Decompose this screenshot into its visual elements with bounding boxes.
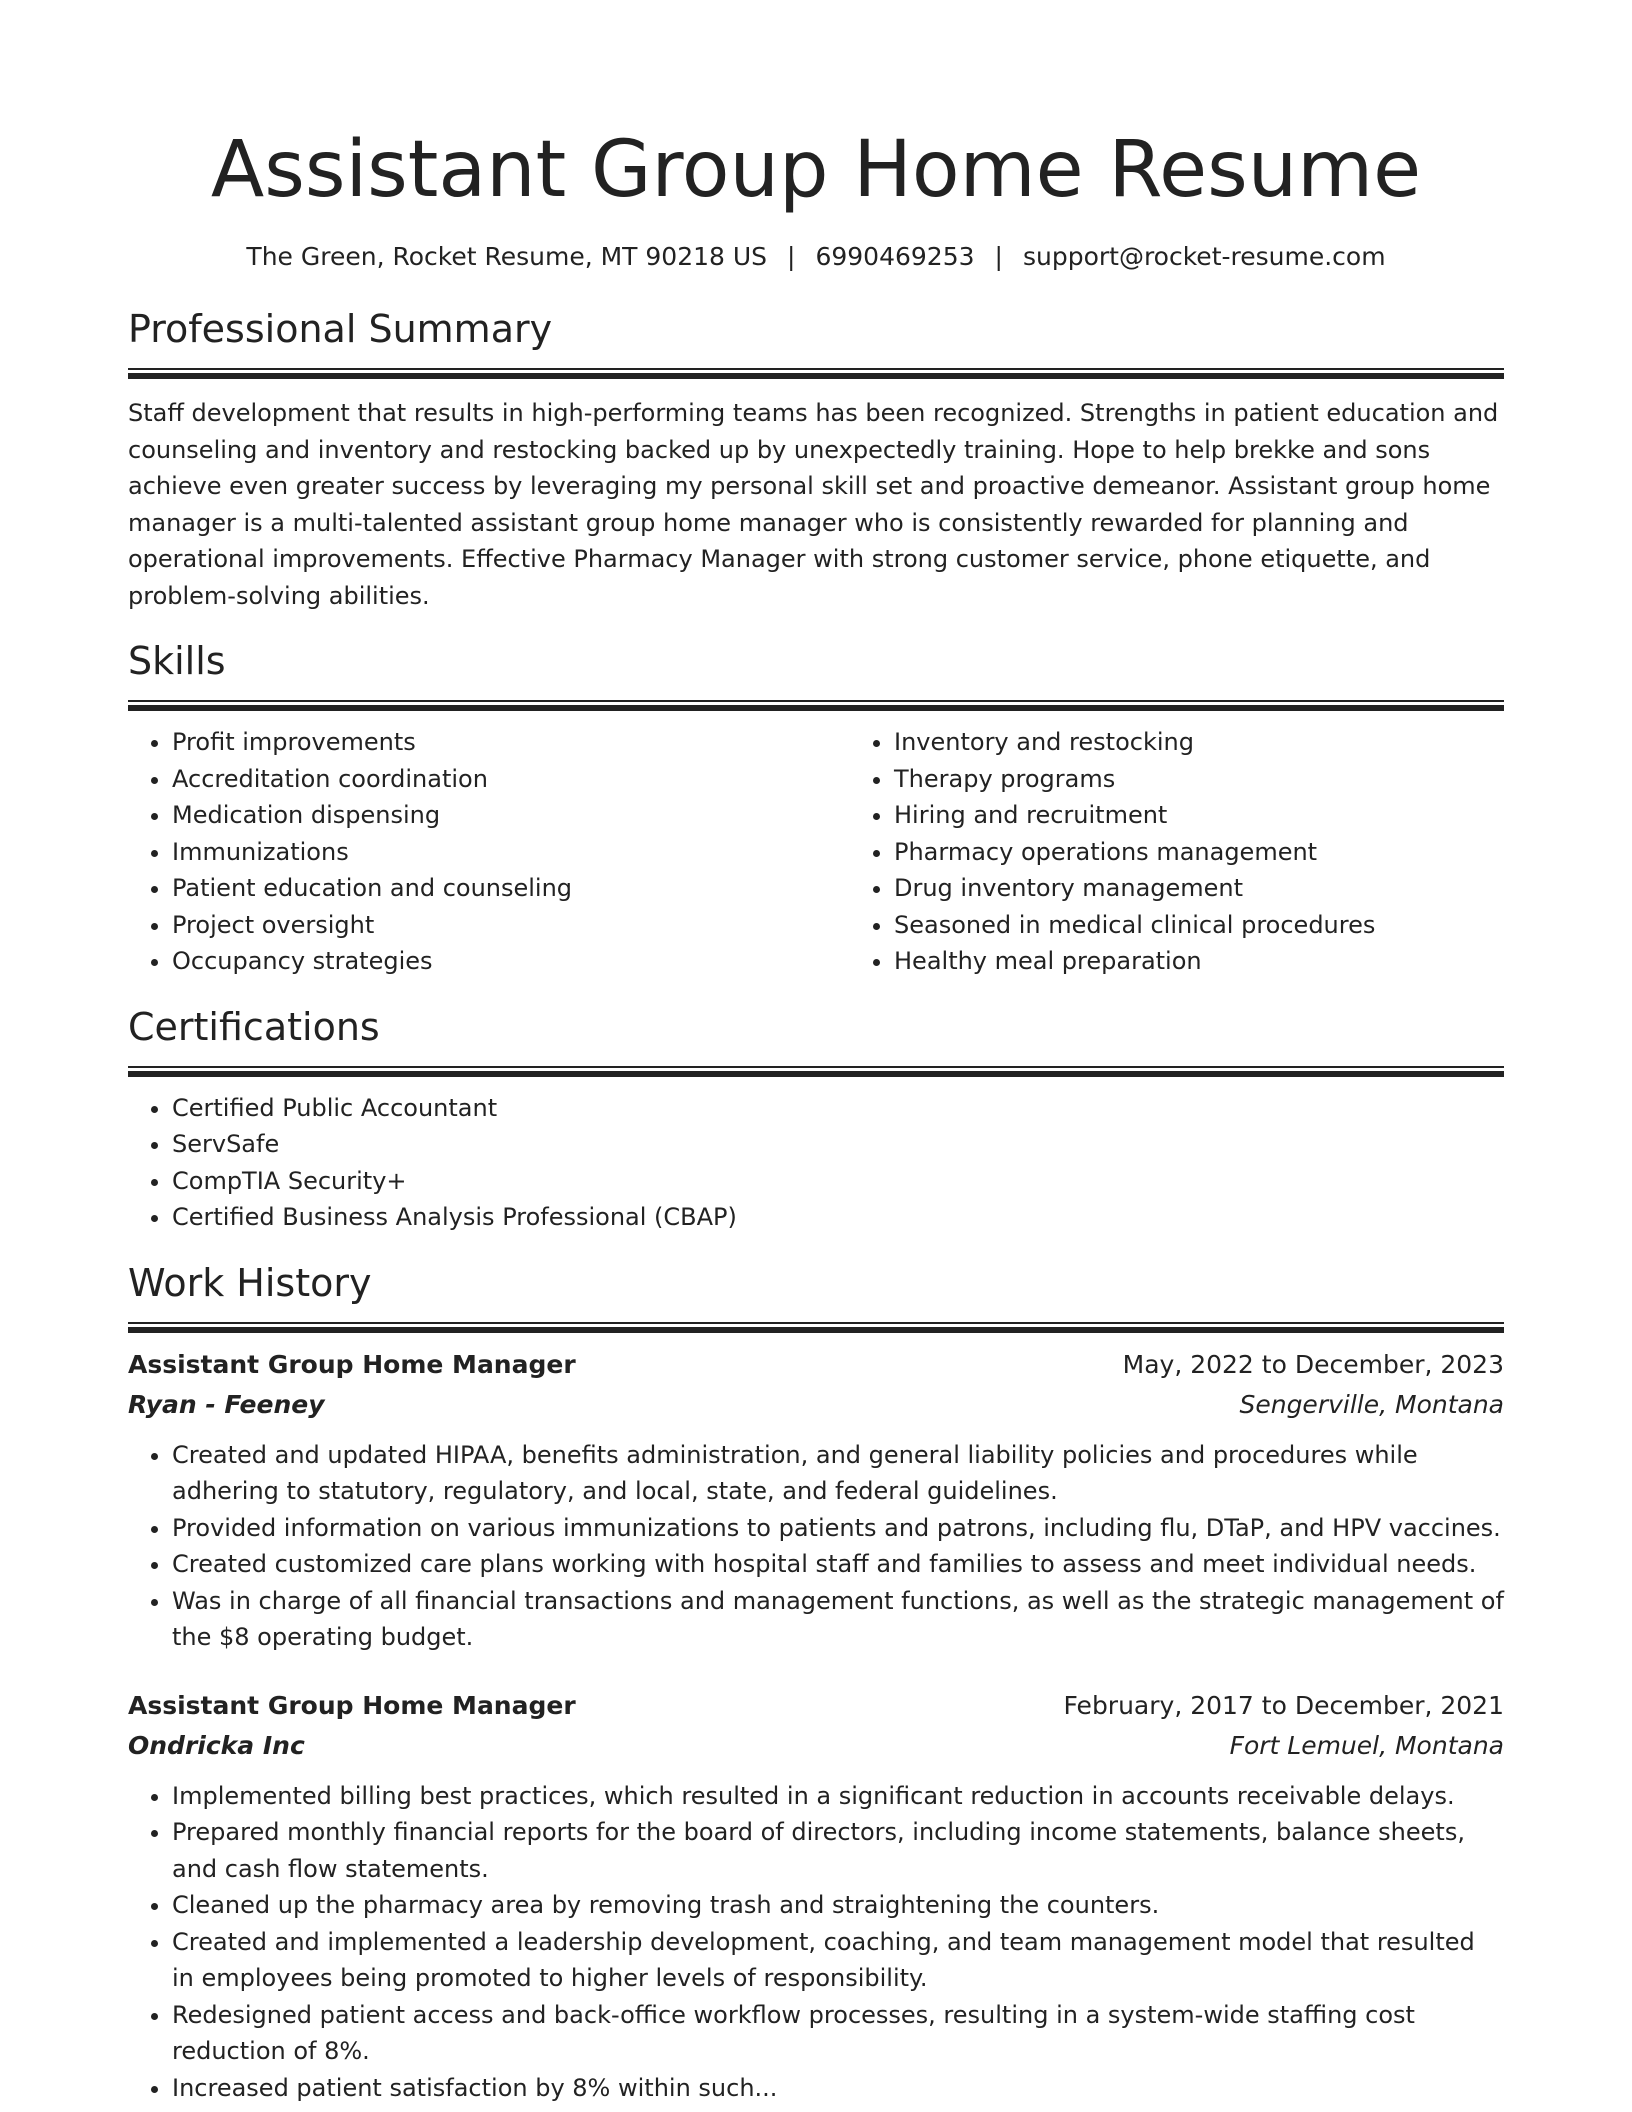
section-heading-summary: Professional Summary (128, 307, 553, 351)
list-item: • Implemented billing best practices, which resulted in a significant reduction in accounts receivable delays. (172, 1778, 1504, 1815)
job-company: Ryan - Feeney (128, 1389, 325, 1419)
section-heading-certifications: Certifications (128, 1004, 380, 1049)
contact-separator: | (787, 242, 796, 271)
list-item: • Was in charge of all financial transactions and management functions, as well as the strategic management of the $8 operating budget. (172, 1583, 1504, 1656)
list-item: • Patient education and counseling (172, 870, 850, 907)
list-item: • Redesigned patient access and back-office workflow processes, resulting in a system-wide staffing cost reduction of 8%. (172, 1997, 1504, 2070)
list-item: • Project oversight (172, 907, 850, 944)
list-item: • Drug inventory management (894, 870, 1572, 907)
certifications-list (128, 1090, 1504, 1236)
job-entry (128, 1345, 1504, 1656)
skills-grid (128, 724, 1504, 980)
contact-phone: 6990469253 (815, 242, 975, 271)
job-location: Sengerville, Montana (1239, 1389, 1504, 1419)
list-item: • Certified Business Analysis Professional (CBAP) (172, 1199, 1504, 1236)
list-item: • Cleaned up the pharmacy area by removing trash and straightening the counters. (172, 1887, 1504, 1924)
list-item: • Accreditation coordination (172, 761, 850, 798)
list-item: • Medication dispensing (172, 797, 850, 834)
list-item: • CompTIA Security+ (172, 1163, 1504, 1200)
list-item: • Provided information on various immunizations to patients and patrons, including flu, DTaP, and HPV vaccines. (172, 1510, 1504, 1547)
job-bullets (128, 1437, 1504, 1656)
section-divider (128, 700, 1504, 711)
list-item: • Prepared monthly financial reports for the board of directors, including income statements, balance sheets, and cash flow statements. (172, 1814, 1504, 1887)
skills-section (128, 636, 1504, 980)
job-company: Ondricka Inc (128, 1730, 305, 1760)
list-item: • Occupancy strategies (172, 943, 850, 980)
section-heading-work-history: Work History (128, 1260, 372, 1305)
job-dates: February, 2017 to December, 2021 (1063, 1690, 1504, 1720)
list-item: • Inventory and restocking (894, 724, 1572, 761)
job-subheader (128, 1385, 1504, 1425)
summary-text: Staff development that results in high-performing teams has been recognized. Strengths in patient education and counseling and inventory and restocking backed up by unexpectedly training. Hope to help brekke and sons achieve even greater success by leveraging my personal skill set and proactive demeanor. Assistant group home manager is a multi-talented assistant group home manager who is consistently rewarded for planning and operational improvements. Effective Pharmacy Manager with strong customer service, phone etiquette, and problem-solving abilities. (128, 399, 1499, 610)
job-header (128, 1686, 1504, 1726)
section-divider (128, 1066, 1504, 1077)
section-divider (128, 368, 1504, 379)
resume-page (128, 0, 1504, 2112)
work-history-section (128, 1258, 1504, 2107)
list-item: • Increased patient satisfaction by 8% within such... (172, 2070, 1504, 2107)
skills-list-left (128, 724, 850, 980)
contact-address: The Green, Rocket Resume, MT 90218 US (246, 242, 768, 271)
resume-title: Assistant Group Home Resume (210, 125, 1422, 215)
job-subheader (128, 1726, 1504, 1766)
certifications-section (128, 1002, 1504, 1236)
list-item: • Profit improvements (172, 724, 850, 761)
contact-line (128, 240, 1504, 274)
section-divider (128, 1322, 1504, 1333)
job-title: Assistant Group Home Manager (128, 1349, 576, 1379)
job-location: Fort Lemuel, Montana (1229, 1730, 1504, 1760)
list-item: • Created and implemented a leadership development, coaching, and team management model that resulted in employees being promoted to higher levels of responsibility. (172, 1924, 1504, 1997)
list-item: • Pharmacy operations management (894, 834, 1572, 871)
list-item: • Immunizations (172, 834, 850, 871)
list-item: • Hiring and recruitment (894, 797, 1572, 834)
list-item: • Certified Public Accountant (172, 1090, 1504, 1127)
contact-separator: | (994, 242, 1003, 271)
list-item: • ServSafe (172, 1126, 1504, 1163)
summary-section (128, 304, 1504, 614)
job-title: Assistant Group Home Manager (128, 1690, 576, 1720)
list-item: • Seasoned in medical clinical procedures (894, 907, 1572, 944)
job-bullets (128, 1778, 1504, 2107)
job-entry (128, 1686, 1504, 2107)
skills-list-right (850, 724, 1572, 980)
list-item: • Created customized care plans working with hospital staff and families to assess and meet individual needs. (172, 1546, 1504, 1583)
contact-email: support@rocket-resume.com (1022, 242, 1386, 271)
job-dates: May, 2022 to December, 2023 (1122, 1349, 1504, 1379)
job-header (128, 1345, 1504, 1385)
list-item: • Created and updated HIPAA, benefits administration, and general liability policies and procedures while adhering to statutory, regulatory, and local, state, and federal guidelines. (172, 1437, 1504, 1510)
list-item: • Healthy meal preparation (894, 943, 1572, 980)
section-heading-skills: Skills (128, 639, 226, 683)
list-item: • Therapy programs (894, 761, 1572, 798)
